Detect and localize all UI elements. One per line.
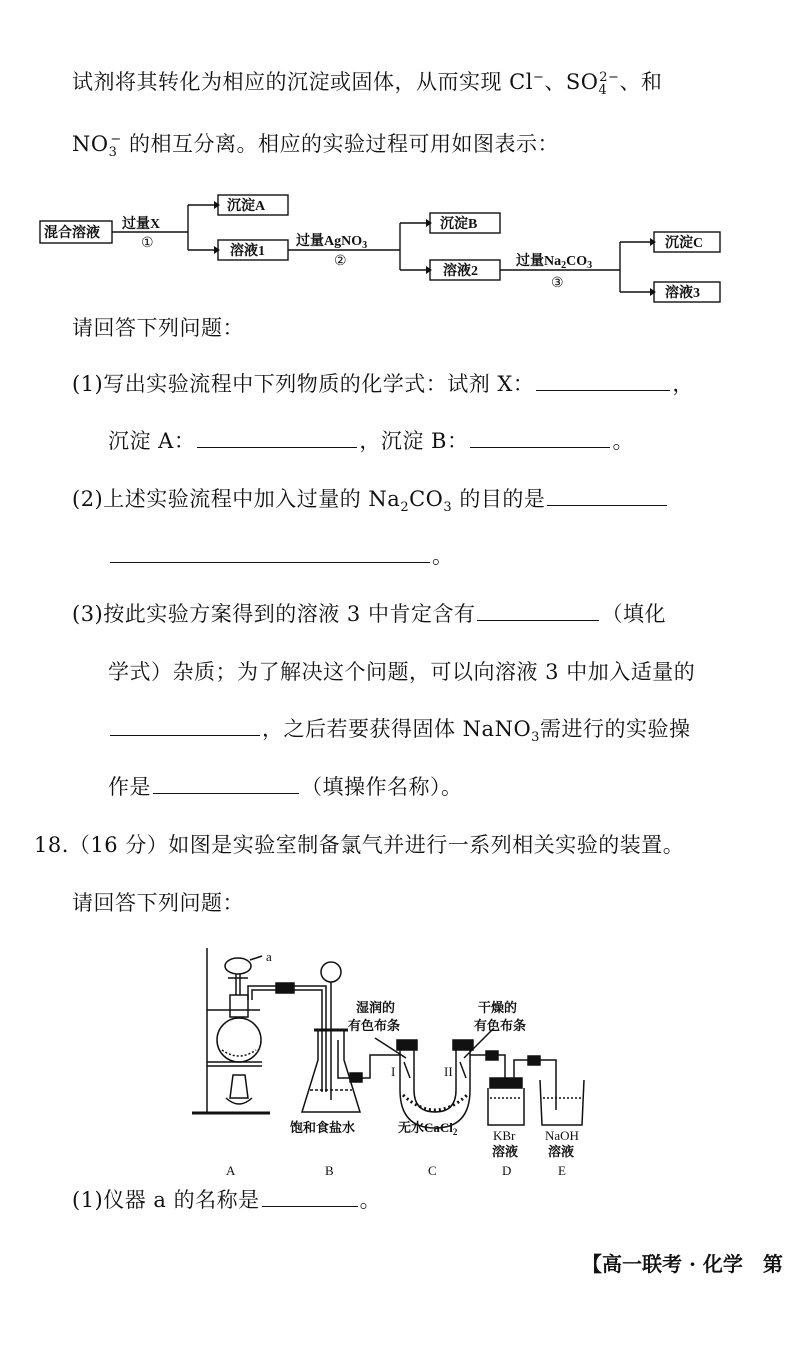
- letter-e: E: [558, 1163, 566, 1178]
- letter-d: D: [502, 1163, 512, 1178]
- label-a-small: a: [266, 949, 272, 964]
- flow-box-s2-label: 溶液2: [443, 264, 478, 279]
- intro-line-2: $NO_3^-$ 的相互分离。相应的实验过程可用如图表示：: [72, 132, 559, 161]
- alcohol-lamp-icon: [230, 1075, 248, 1098]
- flow-box-s1-label: 溶液1: [230, 244, 265, 259]
- flow-box-a-label: 沉淀A: [227, 199, 266, 214]
- label-d-solution-2: 溶液: [492, 1144, 519, 1159]
- q17-2a: (2)上述实验流程中加入过量的 $Na_2CO_3$ 的目的是: [72, 483, 669, 515]
- flow-step2-reagent: 过量AgNO$_3$: [296, 234, 368, 251]
- label-c-solution: 无水CaCl$_2$: [398, 1120, 458, 1137]
- flow-box-c-label: 沉淀C: [665, 236, 704, 251]
- dry-strip-label-2: 有色布条: [474, 1018, 527, 1033]
- letter-a: A: [226, 1163, 236, 1178]
- wet-strip-label-2: 有色布条: [348, 1018, 401, 1033]
- q18-prompt: 请回答下列问题：: [72, 891, 244, 915]
- flow-step3-num: ③: [551, 276, 564, 291]
- flow-step1-num: ①: [141, 236, 154, 251]
- page-footer: 【高一联考 · 化学 第: [582, 1252, 783, 1276]
- intro-line-1: 试剂将其转化为相应的沉淀或固体，从而实现 Cl−、$SO_4^{2-}$、和: [72, 70, 663, 99]
- q17-3a: (3)按此实验方案得到的溶液 3 中肯定含有 （填化: [72, 602, 666, 626]
- label-e-solution-1: NaOH: [545, 1128, 579, 1143]
- label-d-solution-1: KBr: [493, 1128, 516, 1143]
- flow-step1-reagent: 过量X: [122, 217, 161, 232]
- q17-prompt: 请回答下列问题：: [72, 316, 244, 340]
- label-e-solution-2: 溶液: [548, 1144, 575, 1159]
- wet-strip-label-1: 湿润的: [356, 1000, 396, 1015]
- flow-step2-num: ②: [334, 254, 347, 269]
- q17-3b: 学式）杂质；为了解决这个问题，可以向溶液 3 中加入适量的: [108, 660, 696, 684]
- q17-2b: 。: [108, 540, 454, 570]
- naoh-beaker-icon: [540, 1080, 584, 1125]
- kbr-bottle-icon: [488, 1088, 524, 1125]
- flow-step3-reagent: 过量$Na_2CO_3$: [516, 254, 593, 271]
- label-b-solution: 饱和食盐水: [290, 1120, 356, 1135]
- q18-header: 18.（16 分）如图是实验室制备氯气并进行一系列相关实验的装置。: [34, 833, 685, 857]
- q17-3d: 作是 （填操作名称）。: [108, 775, 463, 799]
- flow-start-label: 混合溶液: [44, 226, 100, 241]
- flow-box-s3-label: 溶液3: [665, 286, 700, 301]
- q18-1: (1)仪器 a 的名称是 。: [72, 1188, 382, 1212]
- flow-box-b-label: 沉淀B: [440, 217, 478, 232]
- funnel-bulb-icon: [321, 962, 341, 982]
- answer-blank-instrument-a[interactable]: [262, 1186, 358, 1207]
- letter-c: C: [428, 1163, 437, 1178]
- letter-b: B: [325, 1163, 334, 1178]
- separatory-funnel-icon: [225, 958, 251, 974]
- q17-1a: (1)写出实验流程中下列物质的化学式：试剂 X： ，: [72, 372, 694, 396]
- round-bottom-flask-icon: [217, 1018, 261, 1062]
- dry-strip-label-1: 干燥的: [478, 1000, 518, 1015]
- u-tube-icon: [400, 1048, 470, 1128]
- label-roman-2: II: [444, 1064, 453, 1079]
- q17-3c: ，之后若要获得固体 NaNO$_3$需进行的实验操: [108, 713, 690, 745]
- q17-1b: 沉淀 A： ，沉淀 B： 。: [108, 429, 634, 453]
- label-roman-1: I: [391, 1064, 396, 1079]
